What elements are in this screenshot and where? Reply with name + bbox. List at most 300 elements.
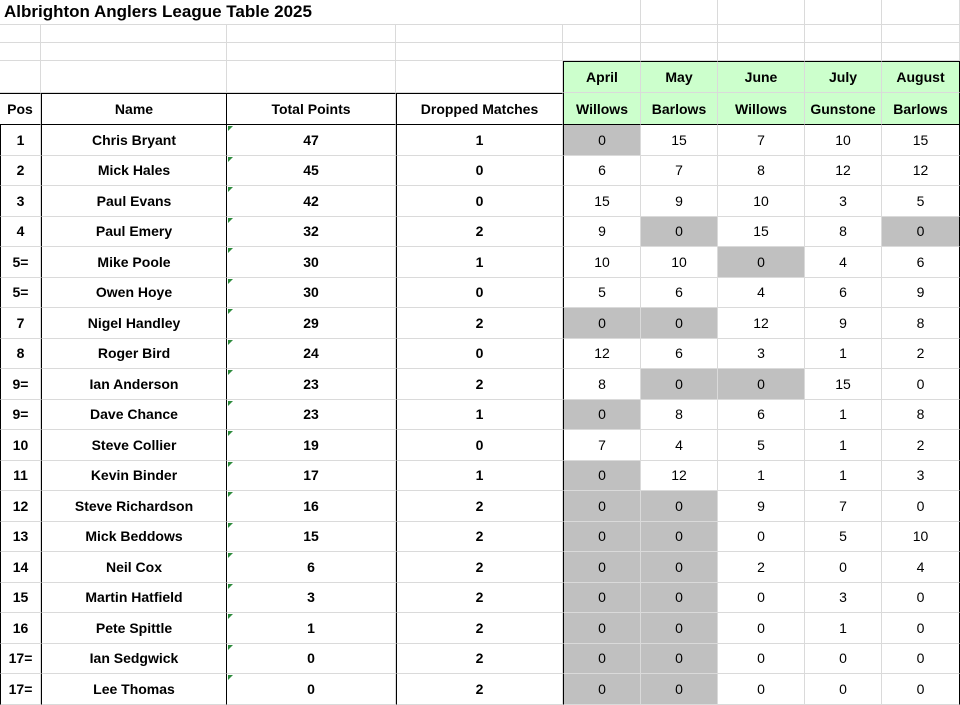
total-points-cell[interactable] <box>227 674 396 705</box>
empty-cell[interactable] <box>0 43 41 61</box>
score-value: 1 <box>839 436 847 453</box>
score-value: 5 <box>598 284 606 301</box>
dropped-matches-cell[interactable] <box>396 217 563 248</box>
dropped-matches-cell[interactable] <box>396 400 563 431</box>
table-row <box>0 552 960 583</box>
pos-cell[interactable] <box>0 674 41 705</box>
pos-cell-text: 16 <box>12 619 29 636</box>
name-cell[interactable] <box>41 552 227 583</box>
empty-cell[interactable] <box>0 61 41 93</box>
name-cell[interactable] <box>41 430 227 461</box>
pos-cell[interactable] <box>0 583 41 614</box>
comment-indicator-icon <box>228 553 233 558</box>
name-cell[interactable] <box>41 491 227 522</box>
score-cell-april[interactable] <box>563 613 641 644</box>
total-points-cell[interactable] <box>227 278 396 309</box>
score-cell-may[interactable] <box>641 400 718 431</box>
pos-cell-text: 7 <box>16 314 25 331</box>
score-cell-may[interactable] <box>641 308 718 339</box>
score-cell-april[interactable] <box>563 491 641 522</box>
score-value: 5 <box>839 528 847 545</box>
name-cell-text: Paul Evans <box>96 192 172 209</box>
empty-cell[interactable] <box>396 61 563 93</box>
sheet-title[interactable]: Albrighton Anglers League Table 2025 <box>0 0 563 25</box>
score-cell-july[interactable] <box>805 369 882 400</box>
score-cell-july[interactable] <box>805 613 882 644</box>
score-value: 2 <box>916 436 925 453</box>
month-header-row <box>0 61 960 93</box>
pos-cell-text: 9= <box>12 375 29 392</box>
pos-cell[interactable] <box>0 430 41 461</box>
table-row <box>0 613 960 644</box>
name-header[interactable]: Name <box>41 93 227 125</box>
empty-cell[interactable] <box>41 25 227 43</box>
empty-cell[interactable] <box>718 43 805 61</box>
score-cell-august[interactable] <box>882 613 960 644</box>
score-value: 0 <box>598 131 606 148</box>
score-cell-june[interactable] <box>718 369 805 400</box>
score-cell-june[interactable] <box>718 125 805 156</box>
score-value: 10 <box>594 253 610 270</box>
score-cell-august[interactable] <box>882 369 960 400</box>
venue-header-may[interactable]: Barlows <box>641 93 718 125</box>
empty-cell[interactable] <box>805 0 882 25</box>
name-cell[interactable] <box>41 674 227 705</box>
score-cell-may[interactable] <box>641 369 718 400</box>
score-cell-june[interactable] <box>718 339 805 370</box>
score-cell-april[interactable] <box>563 278 641 309</box>
name-cell[interactable] <box>41 369 227 400</box>
venue-header-june[interactable]: Willows <box>718 93 805 125</box>
total-points-cell[interactable] <box>227 186 396 217</box>
score-cell-june[interactable] <box>718 491 805 522</box>
score-cell-august[interactable] <box>882 217 960 248</box>
score-cell-june[interactable] <box>718 674 805 705</box>
comment-indicator-icon <box>228 431 233 436</box>
empty-cell[interactable] <box>718 25 805 43</box>
total-points-cell-text: 16 <box>303 497 319 514</box>
score-value: 10 <box>671 253 687 270</box>
dropped-matches-cell-text: 2 <box>475 528 484 545</box>
name-cell[interactable] <box>41 339 227 370</box>
empty-cell[interactable] <box>396 43 563 61</box>
score-value: 9 <box>757 497 765 514</box>
empty-cell[interactable] <box>882 0 960 25</box>
dropped-matches-cell[interactable] <box>396 186 563 217</box>
score-cell-may[interactable] <box>641 430 718 461</box>
score-value: 0 <box>916 223 925 240</box>
pos-cell-text: 3 <box>16 192 25 209</box>
total-points-cell[interactable] <box>227 156 396 187</box>
pos-cell[interactable] <box>0 491 41 522</box>
dropped-matches-cell-text: 2 <box>475 375 484 392</box>
score-cell-july[interactable] <box>805 247 882 278</box>
dropped-matches-cell[interactable] <box>396 125 563 156</box>
score-value: 6 <box>757 406 765 423</box>
score-value: 9 <box>839 314 847 331</box>
total-points-cell[interactable] <box>227 430 396 461</box>
dropped-matches-cell[interactable] <box>396 461 563 492</box>
score-cell-june[interactable] <box>718 278 805 309</box>
name-cell[interactable] <box>41 308 227 339</box>
name-cell[interactable] <box>41 217 227 248</box>
score-cell-july[interactable] <box>805 491 882 522</box>
pos-cell[interactable] <box>0 339 41 370</box>
score-cell-april[interactable] <box>563 339 641 370</box>
score-value: 0 <box>916 589 925 606</box>
name-cell[interactable] <box>41 461 227 492</box>
venue-header-august[interactable]: Barlows <box>882 93 960 125</box>
pos-cell[interactable] <box>0 400 41 431</box>
score-cell-august[interactable] <box>882 522 960 553</box>
empty-cell[interactable] <box>227 43 396 61</box>
dropped-matches-cell[interactable] <box>396 491 563 522</box>
total-points-header[interactable]: Total Points <box>227 93 396 125</box>
score-cell-may[interactable] <box>641 644 718 675</box>
score-cell-april[interactable] <box>563 644 641 675</box>
score-cell-june[interactable] <box>718 552 805 583</box>
dropped-matches-cell[interactable] <box>396 674 563 705</box>
score-value: 7 <box>675 162 683 179</box>
empty-cell[interactable] <box>563 43 641 61</box>
dropped-matches-cell-text: 0 <box>475 162 484 179</box>
score-value: 7 <box>839 497 847 514</box>
score-cell-may[interactable] <box>641 674 718 705</box>
pos-cell[interactable] <box>0 461 41 492</box>
score-cell-april[interactable] <box>563 430 641 461</box>
score-value: 4 <box>757 284 765 301</box>
pos-cell[interactable] <box>0 522 41 553</box>
pos-cell[interactable] <box>0 156 41 187</box>
score-cell-july[interactable] <box>805 217 882 248</box>
empty-cell[interactable] <box>805 43 882 61</box>
pos-cell-text: 10 <box>12 436 29 453</box>
total-points-cell[interactable] <box>227 583 396 614</box>
dropped-matches-cell[interactable] <box>396 369 563 400</box>
total-points-cell[interactable] <box>227 125 396 156</box>
empty-cell[interactable] <box>563 0 641 25</box>
dropped-matches-cell[interactable] <box>396 522 563 553</box>
score-cell-june[interactable] <box>718 217 805 248</box>
name-cell[interactable] <box>41 278 227 309</box>
score-cell-april[interactable] <box>563 552 641 583</box>
total-points-cell[interactable] <box>227 247 396 278</box>
score-cell-may[interactable] <box>641 461 718 492</box>
score-cell-june[interactable] <box>718 461 805 492</box>
score-cell-may[interactable] <box>641 278 718 309</box>
score-cell-april[interactable] <box>563 522 641 553</box>
month-header-june[interactable]: June <box>718 61 805 93</box>
score-cell-june[interactable] <box>718 522 805 553</box>
score-value: 10 <box>753 192 769 209</box>
dropped-matches-header[interactable]: Dropped Matches <box>396 93 563 125</box>
total-points-cell[interactable] <box>227 491 396 522</box>
score-value: 12 <box>835 162 851 179</box>
score-cell-april[interactable] <box>563 247 641 278</box>
score-cell-august[interactable] <box>882 644 960 675</box>
score-value: 0 <box>598 558 606 575</box>
month-header-april[interactable]: April <box>563 61 641 93</box>
score-cell-june[interactable] <box>718 400 805 431</box>
empty-cell[interactable] <box>227 61 396 93</box>
total-points-cell-text: 17 <box>303 467 319 484</box>
empty-cell[interactable] <box>805 25 882 43</box>
score-cell-april[interactable] <box>563 308 641 339</box>
score-cell-april[interactable] <box>563 217 641 248</box>
score-cell-august[interactable] <box>882 247 960 278</box>
empty-cell[interactable] <box>641 0 718 25</box>
score-value: 8 <box>839 223 847 240</box>
score-cell-august[interactable] <box>882 583 960 614</box>
name-cell-text: Ian Sedgwick <box>89 650 179 667</box>
score-value: 9 <box>598 223 606 240</box>
score-cell-may[interactable] <box>641 583 718 614</box>
score-cell-june[interactable] <box>718 156 805 187</box>
score-cell-april[interactable] <box>563 583 641 614</box>
total-points-cell-text: 1 <box>307 619 315 636</box>
month-header-july[interactable]: July <box>805 61 882 93</box>
score-cell-july[interactable] <box>805 125 882 156</box>
score-cell-july[interactable] <box>805 430 882 461</box>
score-cell-june[interactable] <box>718 583 805 614</box>
score-cell-may[interactable] <box>641 522 718 553</box>
score-value: 10 <box>912 528 929 545</box>
score-cell-august[interactable] <box>882 400 960 431</box>
pos-cell[interactable] <box>0 278 41 309</box>
score-cell-april[interactable] <box>563 186 641 217</box>
dropped-matches-cell-text: 0 <box>475 345 484 362</box>
month-header-may[interactable]: May <box>641 61 718 93</box>
score-cell-june[interactable] <box>718 613 805 644</box>
score-cell-august[interactable] <box>882 156 960 187</box>
score-cell-april[interactable] <box>563 156 641 187</box>
score-value: 0 <box>839 558 847 575</box>
score-value: 3 <box>839 192 847 209</box>
total-points-cell-text: 3 <box>307 589 315 606</box>
score-cell-august[interactable] <box>882 278 960 309</box>
total-points-cell[interactable] <box>227 522 396 553</box>
score-cell-may[interactable] <box>641 552 718 583</box>
empty-cell[interactable] <box>41 61 227 93</box>
score-cell-july[interactable] <box>805 156 882 187</box>
dropped-matches-cell-text: 1 <box>475 253 484 270</box>
score-value: 4 <box>839 253 847 270</box>
score-cell-april[interactable] <box>563 125 641 156</box>
pos-cell[interactable] <box>0 613 41 644</box>
score-cell-april[interactable] <box>563 461 641 492</box>
total-points-cell[interactable] <box>227 369 396 400</box>
name-cell[interactable] <box>41 156 227 187</box>
score-cell-august[interactable] <box>882 125 960 156</box>
column-header-row <box>0 93 960 125</box>
name-cell-text: Owen Hoye <box>95 284 173 301</box>
score-value: 6 <box>675 284 683 301</box>
dropped-matches-cell[interactable] <box>396 552 563 583</box>
table-row <box>0 125 960 156</box>
score-value: 0 <box>675 650 683 667</box>
score-value: 0 <box>598 589 606 606</box>
pos-cell-text: 17= <box>8 650 33 667</box>
name-cell[interactable] <box>41 613 227 644</box>
name-cell-text: Lee Thomas <box>93 680 175 697</box>
dropped-matches-cell[interactable] <box>396 308 563 339</box>
table-row <box>0 400 960 431</box>
pos-cell[interactable] <box>0 369 41 400</box>
score-cell-august[interactable] <box>882 491 960 522</box>
total-points-cell[interactable] <box>227 339 396 370</box>
score-cell-april[interactable] <box>563 400 641 431</box>
venue-header-april[interactable]: Willows <box>563 93 641 125</box>
total-points-cell[interactable] <box>227 400 396 431</box>
score-value: 0 <box>598 497 606 514</box>
pos-cell[interactable] <box>0 217 41 248</box>
total-points-cell[interactable] <box>227 644 396 675</box>
score-value: 0 <box>757 253 765 270</box>
score-value: 0 <box>675 558 683 575</box>
empty-cell[interactable] <box>718 0 805 25</box>
dropped-matches-cell-text: 2 <box>475 314 484 331</box>
dropped-matches-cell[interactable] <box>396 613 563 644</box>
score-cell-august[interactable] <box>882 552 960 583</box>
pos-cell-text: 2 <box>16 162 25 179</box>
score-value: 0 <box>916 680 925 697</box>
dropped-matches-cell[interactable] <box>396 430 563 461</box>
empty-cell[interactable] <box>563 25 641 43</box>
score-cell-july[interactable] <box>805 186 882 217</box>
pos-cell[interactable] <box>0 552 41 583</box>
score-value: 0 <box>675 680 683 697</box>
empty-cell[interactable] <box>0 25 41 43</box>
dropped-matches-cell-text: 0 <box>475 436 484 453</box>
score-value: 0 <box>598 680 606 697</box>
empty-cell[interactable] <box>41 43 227 61</box>
score-value: 0 <box>757 375 765 392</box>
score-cell-may[interactable] <box>641 156 718 187</box>
dropped-matches-cell[interactable] <box>396 644 563 675</box>
empty-cell[interactable] <box>641 25 718 43</box>
total-points-cell-text: 0 <box>307 650 315 667</box>
score-cell-july[interactable] <box>805 339 882 370</box>
score-cell-may[interactable] <box>641 247 718 278</box>
score-value: 0 <box>598 650 606 667</box>
score-cell-august[interactable] <box>882 674 960 705</box>
score-value: 9 <box>675 192 683 209</box>
score-cell-august[interactable] <box>882 461 960 492</box>
total-points-cell[interactable] <box>227 217 396 248</box>
dropped-matches-cell[interactable] <box>396 339 563 370</box>
score-value: 8 <box>598 375 606 392</box>
pos-cell[interactable] <box>0 644 41 675</box>
dropped-matches-cell-text: 0 <box>475 284 484 301</box>
empty-cell[interactable] <box>882 25 960 43</box>
dropped-matches-cell[interactable] <box>396 247 563 278</box>
score-cell-may[interactable] <box>641 491 718 522</box>
name-cell[interactable] <box>41 583 227 614</box>
score-cell-may[interactable] <box>641 186 718 217</box>
score-cell-may[interactable] <box>641 613 718 644</box>
table-row <box>0 461 960 492</box>
name-cell[interactable] <box>41 186 227 217</box>
score-value: 6 <box>598 162 606 179</box>
month-header-august[interactable]: August <box>882 61 960 93</box>
score-cell-july[interactable] <box>805 522 882 553</box>
pos-cell[interactable] <box>0 125 41 156</box>
score-value: 1 <box>839 467 847 484</box>
score-value: 0 <box>757 650 765 667</box>
comment-indicator-icon <box>228 370 233 375</box>
score-cell-june[interactable] <box>718 247 805 278</box>
name-cell-text: Nigel Handley <box>87 314 181 331</box>
score-cell-april[interactable] <box>563 674 641 705</box>
table-row <box>0 430 960 461</box>
comment-indicator-icon <box>228 157 233 162</box>
score-cell-july[interactable] <box>805 552 882 583</box>
score-cell-june[interactable] <box>718 186 805 217</box>
name-cell-text: Mick Hales <box>97 162 171 179</box>
dropped-matches-cell[interactable] <box>396 156 563 187</box>
score-value: 10 <box>835 131 851 148</box>
pos-cell[interactable] <box>0 247 41 278</box>
score-value: 1 <box>839 406 847 423</box>
name-cell[interactable] <box>41 125 227 156</box>
score-cell-august[interactable] <box>882 186 960 217</box>
total-points-cell[interactable] <box>227 308 396 339</box>
score-cell-may[interactable] <box>641 217 718 248</box>
total-points-cell[interactable] <box>227 613 396 644</box>
pos-cell[interactable] <box>0 186 41 217</box>
score-cell-july[interactable] <box>805 400 882 431</box>
empty-cell[interactable] <box>882 43 960 61</box>
venue-header-july[interactable]: Gunstone <box>805 93 882 125</box>
name-cell[interactable] <box>41 247 227 278</box>
score-cell-july[interactable] <box>805 461 882 492</box>
comment-indicator-icon <box>228 340 233 345</box>
dropped-matches-cell[interactable] <box>396 583 563 614</box>
total-points-cell[interactable] <box>227 552 396 583</box>
pos-cell-text: 17= <box>8 680 33 697</box>
empty-cell[interactable] <box>641 43 718 61</box>
score-cell-august[interactable] <box>882 339 960 370</box>
total-points-cell[interactable] <box>227 461 396 492</box>
score-value: 5 <box>757 436 765 453</box>
score-cell-july[interactable] <box>805 308 882 339</box>
score-cell-june[interactable] <box>718 644 805 675</box>
score-cell-may[interactable] <box>641 339 718 370</box>
score-cell-july[interactable] <box>805 583 882 614</box>
score-cell-june[interactable] <box>718 430 805 461</box>
score-cell-june[interactable] <box>718 308 805 339</box>
dropped-matches-cell[interactable] <box>396 278 563 309</box>
name-cell[interactable] <box>41 522 227 553</box>
dropped-matches-cell-text: 2 <box>475 223 484 240</box>
name-cell[interactable] <box>41 400 227 431</box>
score-cell-april[interactable] <box>563 369 641 400</box>
score-cell-august[interactable] <box>882 308 960 339</box>
empty-cell[interactable] <box>396 25 563 43</box>
empty-cell[interactable] <box>227 25 396 43</box>
pos-cell[interactable] <box>0 308 41 339</box>
pos-cell-text: 15 <box>12 589 29 606</box>
score-cell-may[interactable] <box>641 125 718 156</box>
score-cell-august[interactable] <box>882 430 960 461</box>
score-value: 12 <box>671 467 687 484</box>
pos-header[interactable]: Pos <box>0 93 41 125</box>
score-cell-july[interactable] <box>805 674 882 705</box>
score-cell-july[interactable] <box>805 644 882 675</box>
score-cell-july[interactable] <box>805 278 882 309</box>
name-cell[interactable] <box>41 644 227 675</box>
score-value: 0 <box>757 680 765 697</box>
